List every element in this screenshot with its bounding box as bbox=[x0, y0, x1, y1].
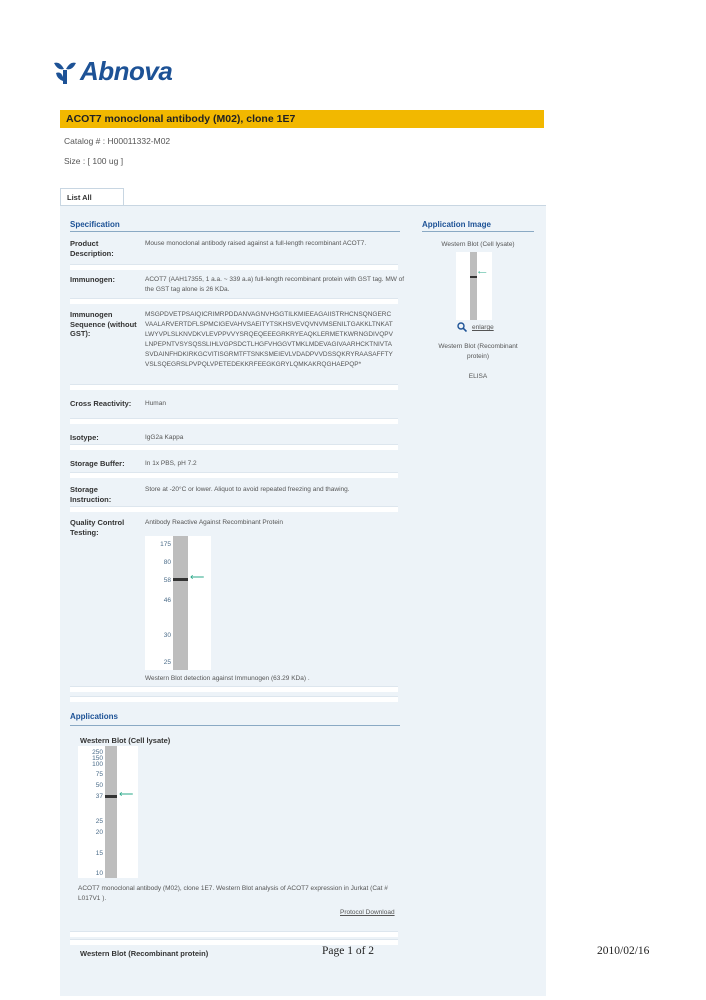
value-quality-control: Antibody Reactive Against Recombinant Protein bbox=[145, 519, 284, 526]
tab-list-all-label: List All bbox=[67, 193, 92, 202]
label-storage-buffer: Storage Buffer: bbox=[70, 459, 125, 468]
marker-label: 150 bbox=[92, 755, 103, 762]
row-separator bbox=[70, 444, 398, 450]
label-product-description: Product Description: bbox=[70, 239, 114, 258]
product-size: Size : [ 100 ug ] bbox=[64, 156, 124, 166]
print-date: 2010/02/16 bbox=[597, 945, 650, 957]
marker-label: 15 bbox=[95, 850, 103, 857]
wb-recombinant-title: Western Blot (Recombinant protein) bbox=[80, 949, 209, 958]
value-isotype: IgG2a Kappa bbox=[145, 434, 184, 441]
magnifier-icon bbox=[457, 322, 467, 332]
value-immunogen-sequence: MSGPDVETPSAIQICRIMRPDDANVAGNVHGGTILKMIEEAGAIISTRHCNSQNGERCVAALARVERTDFLSPMCIGEVAHVSAEITYTSKHSVEVQVNVMSENILTGAKKLTNKATLWYVPLSLKNVDKVLEVPPVVYSRQEQEEEGRKRYEAQKLERMETKWRNGDIVQPVLNPEPNTVSYSQSSLIHLVGPSDCTLHGFVHGGVTMKLMDEVAGIVAARHCKTNIVTASVDAINFHDKIRKGCVITISGRMTFTSNKSMEIEVLVDADPVVDSSQKRYRAASAFFTYVSLSQEGRSLPVPQLVPETEDEKKRFEEGKGRYLQMKAKRQGHAEPQP* bbox=[145, 311, 393, 368]
enlarge-link-label: enlarge bbox=[472, 324, 494, 331]
wb-cell-lysate-image bbox=[78, 746, 138, 878]
specification-heading: Specification bbox=[70, 220, 120, 229]
row-separator bbox=[70, 418, 398, 424]
page-number: Page 1 of 2 bbox=[322, 945, 375, 957]
thumbnail-western-blot-cell[interactable] bbox=[456, 252, 492, 320]
marker-label: 25 bbox=[163, 659, 171, 666]
marker-label: 37 bbox=[95, 793, 103, 800]
row-separator bbox=[70, 506, 398, 512]
marker-label: 75 bbox=[95, 771, 103, 778]
label-storage-instruction: Storage Instruction: bbox=[70, 485, 112, 504]
app-image-item-wb-cell: Western Blot (Cell lysate) bbox=[441, 241, 515, 248]
application-image-divider bbox=[422, 231, 534, 232]
blot-band bbox=[105, 795, 117, 798]
wb-cell-lysate-caption: ACOT7 monoclonal antibody (M02), clone 1E7. Western Blot analysis of ACOT7 expression in Jurkat (Cat # L017V1 ). bbox=[78, 885, 388, 902]
blot-lane bbox=[173, 536, 188, 670]
value-storage-instruction: Store at -20°C or lower. Aliquot to avoid repeated freezing and thawing. bbox=[145, 486, 350, 493]
marker-label: 100 bbox=[92, 761, 103, 768]
value-immunogen: ACOT7 (AAH17355, 1 a.a. ~ 339 a.a) full-length recombinant protein with GST tag. MW of the GST tag alone is 26 KDa. bbox=[145, 276, 405, 293]
blot-band bbox=[470, 276, 477, 278]
marker-label: 80 bbox=[163, 559, 171, 566]
label-quality-control: Quality Control Testing: bbox=[70, 518, 125, 537]
qc-blot-caption: Western Blot detection against Immunogen (63.29 KDa) . bbox=[145, 675, 310, 682]
catalog-number: Catalog # : H00011332-M02 bbox=[64, 136, 171, 146]
marker-label: 58 bbox=[163, 577, 171, 584]
value-storage-buffer: In 1x PBS, pH 7.2 bbox=[145, 460, 197, 467]
label-immunogen-sequence: Immunogen Sequence (without GST): bbox=[70, 310, 137, 338]
row-separator bbox=[70, 384, 398, 390]
applications-divider bbox=[70, 725, 400, 726]
application-image-heading: Application Image bbox=[422, 220, 491, 229]
marker-label: 25 bbox=[95, 818, 103, 825]
app-image-item-elisa: ELISA bbox=[468, 373, 488, 380]
blot-lane bbox=[105, 746, 117, 878]
marker-label: 250 bbox=[92, 749, 103, 756]
row-separator bbox=[70, 696, 398, 702]
product-title-bar bbox=[60, 110, 544, 128]
blot-band bbox=[173, 578, 188, 581]
label-cross-reactivity: Cross Reactivity: bbox=[70, 399, 132, 408]
brand-name: Abnova bbox=[80, 56, 173, 86]
product-title: ACOT7 monoclonal antibody (M02), clone 1E7 bbox=[66, 113, 296, 125]
band-arrow-icon: ⟵ bbox=[478, 270, 487, 276]
marker-label: 20 bbox=[95, 829, 103, 836]
row-separator bbox=[70, 264, 398, 270]
row-separator bbox=[70, 686, 398, 692]
band-arrow-icon: ⟵ bbox=[119, 789, 134, 800]
marker-label: 50 bbox=[95, 782, 103, 789]
applications-heading: Applications bbox=[70, 712, 119, 721]
abnova-logo-icon bbox=[52, 59, 78, 87]
row-separator bbox=[70, 931, 398, 937]
specification-divider bbox=[70, 231, 400, 232]
qc-western-blot-image bbox=[145, 536, 211, 670]
marker-label: 10 bbox=[95, 870, 103, 877]
label-immunogen: Immunogen: bbox=[70, 275, 115, 284]
band-arrow-icon: ⟵ bbox=[190, 572, 205, 583]
row-separator bbox=[70, 472, 398, 478]
content-panel bbox=[60, 205, 546, 996]
marker-label: 175 bbox=[160, 541, 171, 548]
value-product-description: Mouse monoclonal antibody raised against a full-length recombinant ACOT7. bbox=[145, 240, 367, 247]
app-image-item-wb-recombinant: Western Blot (Recombinant protein) bbox=[438, 343, 518, 360]
marker-label: 30 bbox=[163, 632, 171, 639]
protocol-download-link[interactable]: Protocol Download bbox=[340, 909, 395, 916]
value-cross-reactivity: Human bbox=[145, 400, 166, 407]
wb-cell-lysate-title: Western Blot (Cell lysate) bbox=[80, 736, 171, 745]
row-separator bbox=[70, 298, 398, 304]
label-isotype: Isotype: bbox=[70, 433, 99, 442]
blot-lane bbox=[470, 252, 477, 320]
marker-label: 46 bbox=[163, 597, 171, 604]
abnova-logo bbox=[52, 56, 182, 90]
